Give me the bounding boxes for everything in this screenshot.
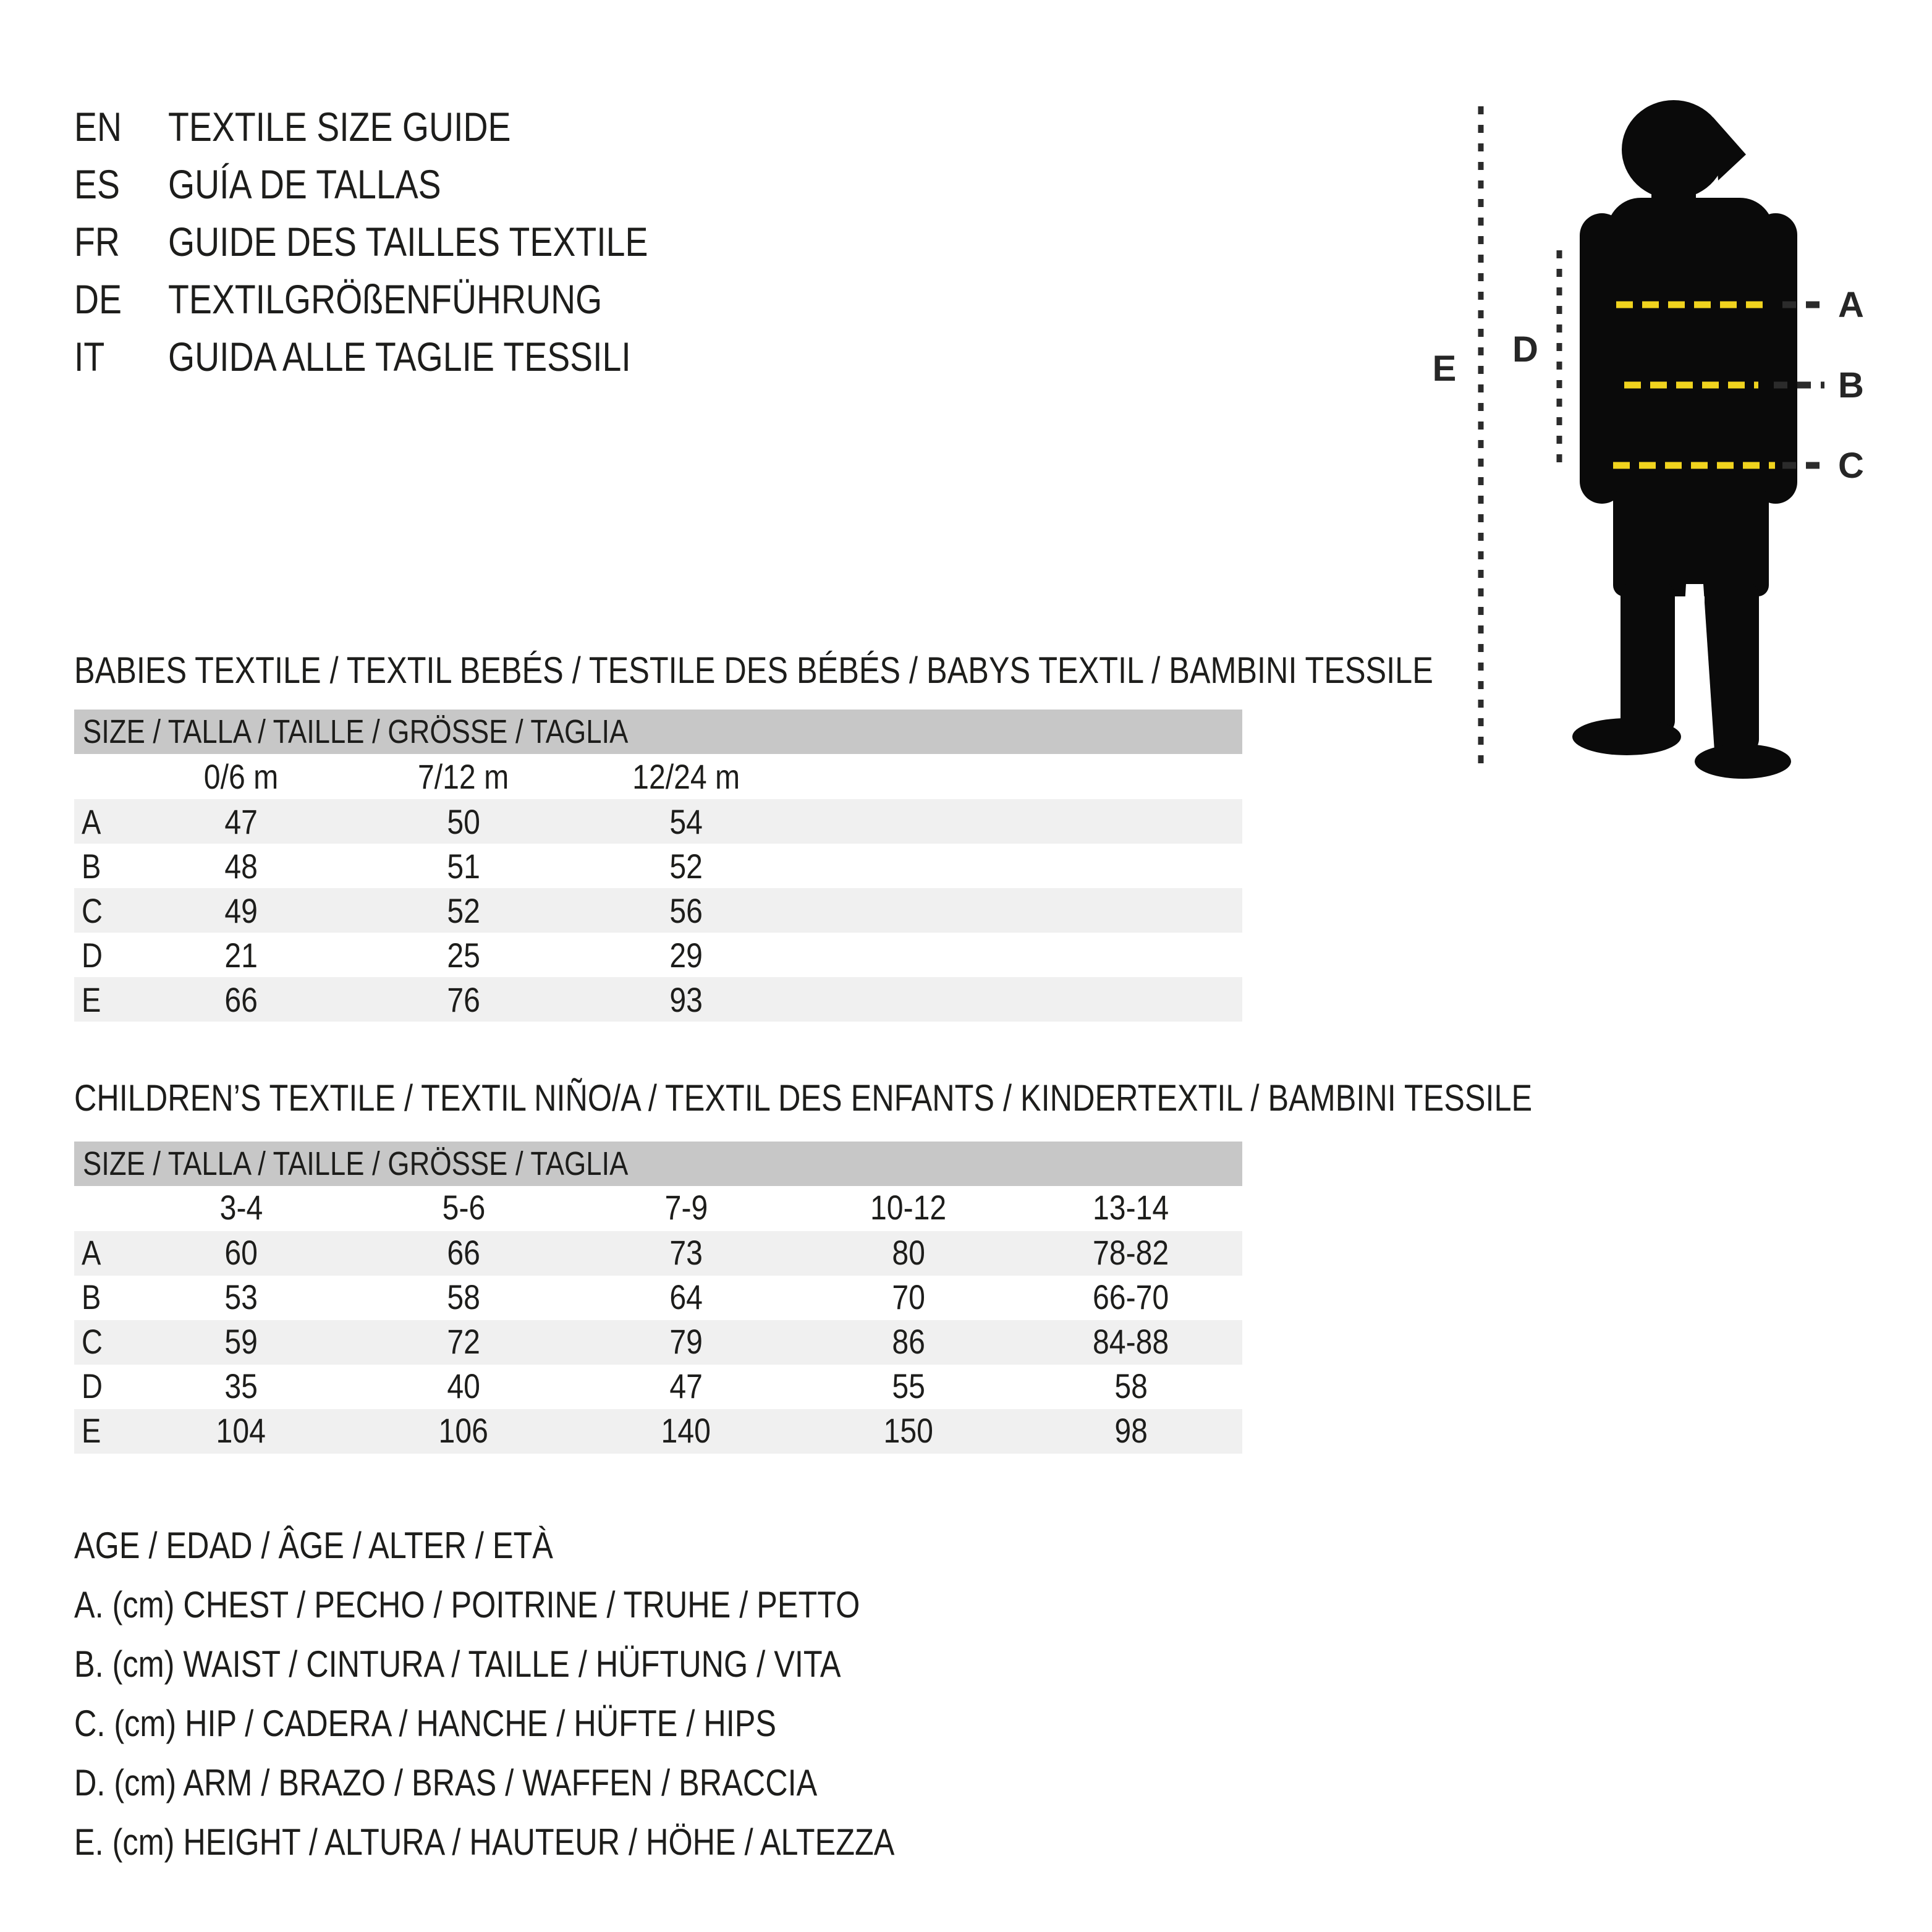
table-cell: 72 xyxy=(447,1321,480,1361)
table-cell: 49 xyxy=(224,891,258,930)
table-cell: 66 xyxy=(224,980,258,1019)
table-row xyxy=(74,799,1242,844)
language-title-block xyxy=(74,98,739,385)
title-es: GUÍA DE TALLAS xyxy=(168,161,441,207)
measurement-legend xyxy=(74,1515,1051,1871)
lang-code-es: ES xyxy=(74,161,120,207)
babies-size-header-bar: SIZE / TALLA / TAILLE / GRÖSSE / TAGLIA xyxy=(74,710,1242,754)
children-col-header: 5-6 xyxy=(442,1188,485,1227)
row-label: C xyxy=(82,1321,103,1361)
row-label: E xyxy=(82,980,101,1019)
table-cell: 73 xyxy=(669,1232,703,1272)
row-label: E xyxy=(82,1410,101,1450)
table-cell: 70 xyxy=(892,1277,925,1316)
lang-code-it: IT xyxy=(74,333,105,379)
table-cell: 48 xyxy=(224,846,258,886)
row-label: D xyxy=(82,1366,103,1405)
title-it: GUIDA ALLE TAGLIE TESSILI xyxy=(168,333,631,379)
table-row xyxy=(74,888,1242,933)
babies-column-header-row xyxy=(74,754,1242,799)
table-cell: 25 xyxy=(447,935,480,975)
children-column-header-row xyxy=(74,1186,1242,1231)
table-cell: 47 xyxy=(224,802,258,841)
row-label: A xyxy=(82,802,101,841)
babies-section-heading: BABIES TEXTILE / TEXTIL BEBÉS / TESTILE DES BÉBÉS / BABYS TEXTIL / BAMBINI TESSILE xyxy=(74,649,1433,691)
legend-line-waist: B. (cm) WAIST / CINTURA / TAILLE / HÜFTUNG / VITA xyxy=(74,1643,841,1685)
table-cell: 52 xyxy=(447,891,480,930)
table-cell: 58 xyxy=(447,1277,480,1316)
figure-label-a: A xyxy=(1838,285,1864,325)
table-cell: 106 xyxy=(438,1410,489,1450)
legend-line-height: E. (cm) HEIGHT / ALTURA / HAUTEUR / HÖHE / ALTEZZA xyxy=(74,1821,895,1863)
table-cell: 150 xyxy=(883,1410,934,1450)
table-cell: 35 xyxy=(224,1366,258,1405)
table-cell: 40 xyxy=(447,1366,480,1405)
row-label: D xyxy=(82,935,103,975)
table-cell: 76 xyxy=(447,980,480,1019)
table-cell: 58 xyxy=(1114,1366,1148,1405)
lang-code-de: DE xyxy=(74,276,122,322)
table-cell: 64 xyxy=(669,1277,703,1316)
children-size-table xyxy=(74,1142,1242,1454)
lang-row-fr xyxy=(74,213,739,270)
figure-label-c: C xyxy=(1838,446,1864,486)
title-en: TEXTILE SIZE GUIDE xyxy=(168,103,511,150)
table-cell: 84-88 xyxy=(1093,1321,1169,1361)
table-row xyxy=(74,1320,1242,1365)
row-label: B xyxy=(82,846,101,886)
legend-line-age: AGE / EDAD / ÂGE / ALTER / ETÀ xyxy=(74,1524,553,1566)
table-cell: 59 xyxy=(224,1321,258,1361)
table-row xyxy=(74,933,1242,977)
legend-line-hip: C. (cm) HIP / CADERA / HANCHE / HÜFTE / HIPS xyxy=(74,1702,776,1744)
table-cell: 98 xyxy=(1114,1410,1148,1450)
table-row xyxy=(74,1231,1242,1276)
children-col-header: 10-12 xyxy=(870,1188,947,1227)
table-cell: 66-70 xyxy=(1093,1277,1169,1316)
babies-col-header: 12/24 m xyxy=(632,757,740,796)
table-cell: 93 xyxy=(669,980,703,1019)
lang-row-it xyxy=(74,328,739,385)
figure-label-d: D xyxy=(1512,329,1538,370)
table-cell: 47 xyxy=(669,1366,703,1405)
table-row xyxy=(74,844,1242,888)
table-cell: 60 xyxy=(224,1232,258,1272)
children-col-header: 13-14 xyxy=(1093,1188,1169,1227)
legend-line-arm: D. (cm) ARM / BRAZO / BRAS / WAFFEN / BRACCIA xyxy=(74,1761,818,1803)
babies-size-table xyxy=(74,710,1242,1022)
table-cell: 29 xyxy=(669,935,703,975)
children-col-header: 3-4 xyxy=(219,1188,263,1227)
children-col-header: 7-9 xyxy=(664,1188,708,1227)
table-row xyxy=(74,1409,1242,1454)
table-cell: 104 xyxy=(216,1410,266,1450)
table-cell: 66 xyxy=(447,1232,480,1272)
table-cell: 140 xyxy=(661,1410,711,1450)
table-cell: 21 xyxy=(224,935,258,975)
lang-code-fr: FR xyxy=(74,218,120,265)
children-size-header-bar: SIZE / TALLA / TAILLE / GRÖSSE / TAGLIA xyxy=(74,1142,1242,1186)
lang-row-en xyxy=(74,98,739,155)
table-cell: 86 xyxy=(892,1321,925,1361)
row-label: B xyxy=(82,1277,101,1316)
table-cell: 55 xyxy=(892,1366,925,1405)
row-label: A xyxy=(82,1232,101,1272)
lang-row-de xyxy=(74,270,739,328)
table-row xyxy=(74,977,1242,1022)
lang-row-es xyxy=(74,155,739,213)
babies-col-header: 7/12 m xyxy=(418,757,509,796)
table-cell: 52 xyxy=(669,846,703,886)
table-row xyxy=(74,1365,1242,1409)
table-cell: 51 xyxy=(447,846,480,886)
title-fr: GUIDE DES TAILLES TEXTILE xyxy=(168,218,648,265)
row-label: C xyxy=(82,891,103,930)
table-cell: 56 xyxy=(669,891,703,930)
table-cell: 78-82 xyxy=(1093,1232,1169,1272)
figure-label-e: E xyxy=(1432,349,1457,389)
table-cell: 53 xyxy=(224,1277,258,1316)
table-row xyxy=(74,1276,1242,1320)
table-cell: 80 xyxy=(892,1232,925,1272)
legend-line-chest: A. (cm) CHEST / PECHO / POITRINE / TRUHE / PETTO xyxy=(74,1583,860,1625)
lang-code-en: EN xyxy=(74,103,122,150)
table-cell: 50 xyxy=(447,802,480,841)
children-section-heading: CHILDREN’S TEXTILE / TEXTIL NIÑO/A / TEXTIL DES ENFANTS / KINDERTEXTIL / BAMBINI TESSILE xyxy=(74,1077,1533,1119)
table-cell: 79 xyxy=(669,1321,703,1361)
table-cell: 54 xyxy=(669,802,703,841)
title-de: TEXTILGRÖßENFÜHRUNG xyxy=(168,276,603,322)
babies-col-header: 0/6 m xyxy=(203,757,279,796)
figure-label-b: B xyxy=(1838,365,1864,405)
